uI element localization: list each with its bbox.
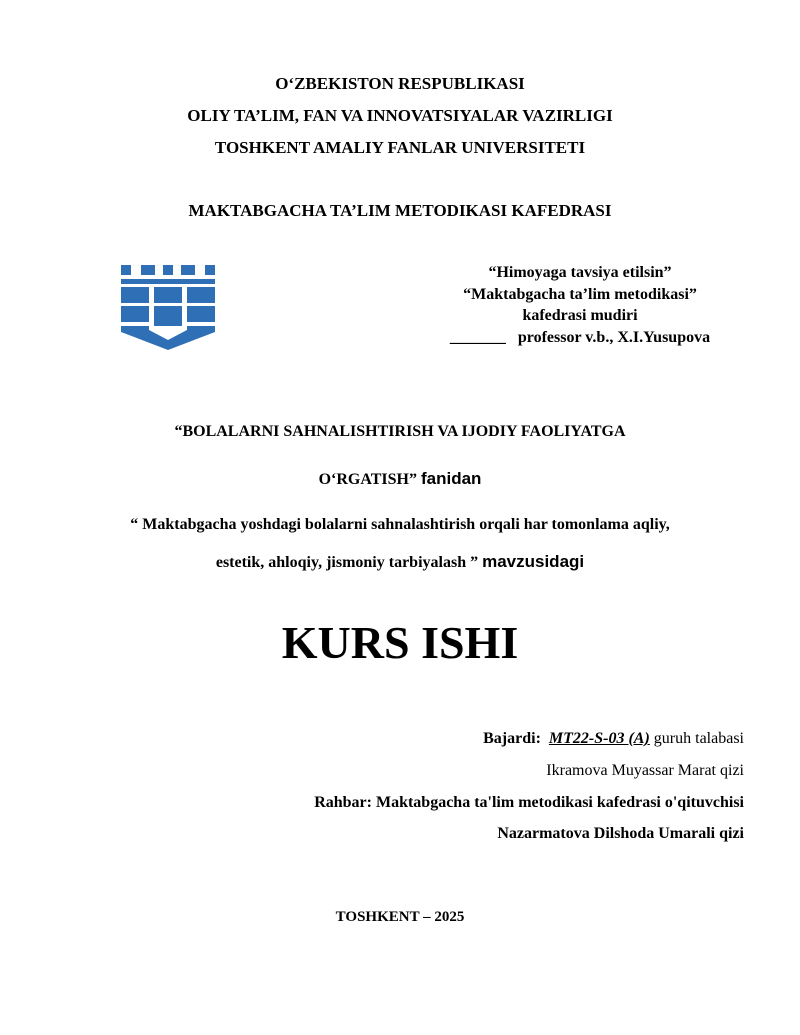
signature-blank: _______ xyxy=(449,329,506,346)
document-type-title: KURS ISHI xyxy=(281,617,519,668)
topic-main: estetik, ahloqiy, jismoniy tarbiyalash ” xyxy=(215,554,479,571)
approval-line-department: “Maktabgacha ta’lim metodikasi” xyxy=(463,286,697,303)
author-line xyxy=(483,730,744,748)
approval-line-head: kafedrasi mudiri xyxy=(522,307,638,324)
signatory-name: professor v.b., X.I.Yusupova xyxy=(517,329,711,346)
footer-city-year: TOSHKENT – 2025 xyxy=(335,909,465,925)
supervisor-label: Rahbar: Maktabgacha ta'lim metodikasi kafedrasi o'qituvchisi xyxy=(314,794,744,811)
approval-line-recommend: “Himoyaga tavsiya etilsin” xyxy=(488,264,672,281)
supervisor-name: Nazarmatova Dilshoda Umarali qizi xyxy=(497,825,744,842)
author-label: Bajardi: xyxy=(483,730,541,747)
subject-suffix: fanidan xyxy=(420,469,482,488)
topic-line2 xyxy=(0,552,800,572)
university-castle-icon xyxy=(118,262,218,352)
author-group-suffix: guruh talabasi xyxy=(653,730,744,747)
topic-line1: “ Maktabgacha yoshdagi bolalarni sahnalashtirish orqali har tomonlama aqliy, xyxy=(130,516,670,533)
department-title: MAKTABGACHA TA’LIM METODIKASI KAFEDRASI xyxy=(188,201,612,220)
header-country: O‘ZBEKISTON RESPUBLIKASI xyxy=(275,74,525,93)
subject-title-line1: “BOLALARNI SAHNALISHTIRISH VA IJODIY FAOLIYATGA xyxy=(174,423,626,440)
author-name: Ikramova Muyassar Marat qizi xyxy=(546,762,744,779)
header-ministry: OLIY TA’LIM, FAN VA INNOVATSIYALAR VAZIRLIGI xyxy=(187,106,613,125)
header-university: TOSHKENT AMALIY FANLAR UNIVERSITETI xyxy=(214,138,586,157)
subject-title-line2 xyxy=(0,469,800,489)
topic-suffix: mavzusidagi xyxy=(482,552,585,571)
author-group: MT22-S-03 (A) xyxy=(548,730,650,747)
subject-title-main: O‘RGATISH” xyxy=(318,471,417,488)
approval-signature-line xyxy=(420,329,740,347)
